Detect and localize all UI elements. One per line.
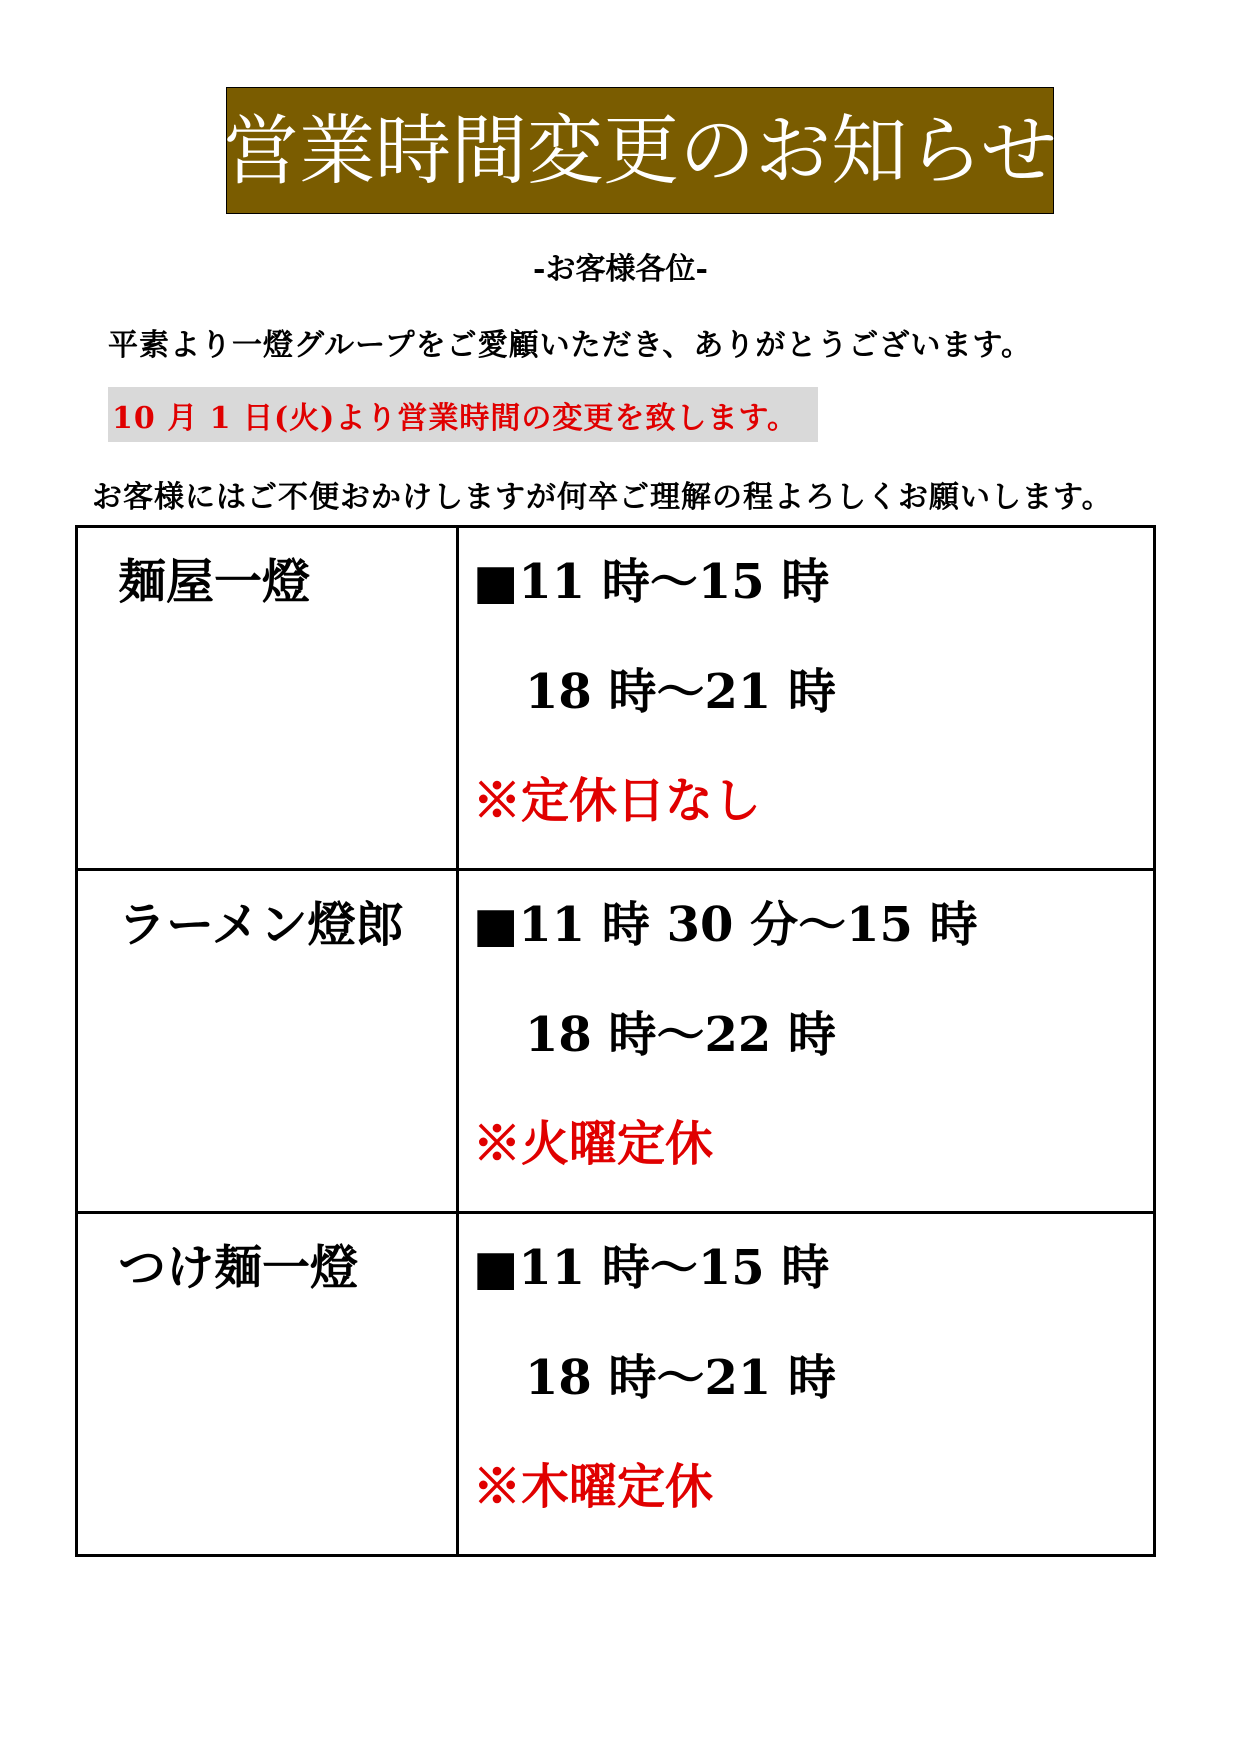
table-row <box>77 527 1155 870</box>
table-row <box>77 1213 1155 1556</box>
hours-second-period: 18 時～22 時 <box>525 1006 837 1063</box>
shop-hours-cell <box>458 1213 1155 1556</box>
shop-hours-cell <box>458 870 1155 1213</box>
holiday-note: ※火曜定休 <box>473 1116 714 1173</box>
hours-first-period: ■11 時 30 分～15 時 <box>473 897 978 953</box>
hours-second-period: 18 時～21 時 <box>525 663 837 720</box>
page-title: 営業時間変更のお知らせ <box>223 105 1057 195</box>
hours-second-period: 18 時～21 時 <box>525 1349 837 1406</box>
shop-name: つけ麺一燈 <box>118 1240 359 1296</box>
shop-hours-cell <box>458 527 1155 870</box>
hours-first-period: ■11 時～15 時 <box>473 554 830 610</box>
holiday-note: ※定休日なし <box>473 773 762 830</box>
shop-name: ラーメン燈郎 <box>118 897 404 953</box>
change-notice <box>108 387 818 442</box>
shop-name-cell <box>77 1213 458 1556</box>
title-banner <box>223 87 1057 214</box>
shop-name-cell <box>77 870 458 1213</box>
shop-name: 麺屋一燈 <box>118 554 311 610</box>
holiday-note: ※木曜定休 <box>473 1459 714 1516</box>
table-row <box>77 870 1155 1213</box>
hours-first-period: ■11 時～15 時 <box>473 1240 830 1296</box>
salutation: -お客様各位- <box>533 252 708 287</box>
change-notice-text: 10 月 1 日(火)より営業時間の変更を致します。 <box>112 400 798 436</box>
greeting-text: 平素より一燈グループをご愛顧いただき、ありがとうございます。 <box>108 328 1032 363</box>
business-hours-table <box>75 525 1156 1557</box>
apology-text: お客様にはご不便おかけしますが何卒ご理解の程よろしくお願いします。 <box>92 480 1113 515</box>
shop-name-cell <box>77 527 458 870</box>
